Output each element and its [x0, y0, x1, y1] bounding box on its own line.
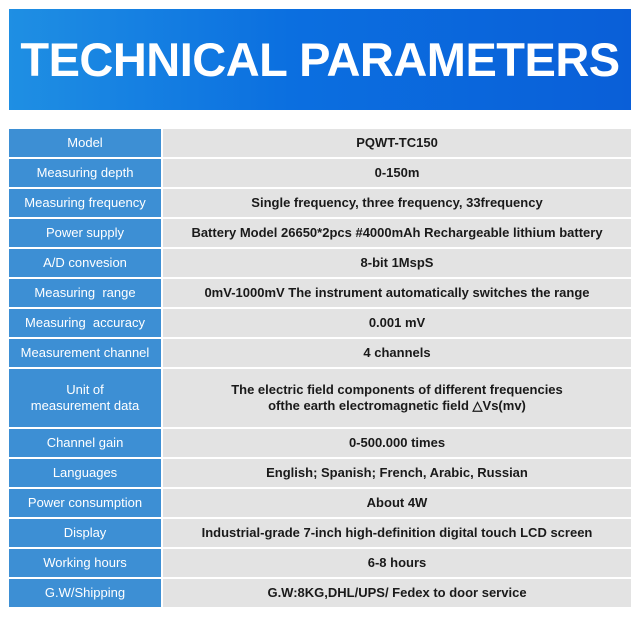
row-value: 0-150m — [163, 159, 631, 187]
table-row-channel-gain — [9, 429, 631, 459]
table-row-power-supply — [9, 219, 631, 249]
row-label: Power consumption — [9, 489, 163, 517]
table-row-measuring-depth — [9, 159, 631, 189]
row-label: Measuring frequency — [9, 189, 163, 217]
table-row-measuring-frequency — [9, 189, 631, 219]
row-value: 0mV-1000mV The instrument automatically switches the range — [163, 279, 631, 307]
row-label: A/D convesion — [9, 249, 163, 277]
table-row-unit-of-measurement — [9, 369, 631, 429]
parameters-table — [9, 129, 631, 609]
row-label: Measuring accuracy — [9, 309, 163, 337]
table-row-ad-conversion — [9, 249, 631, 279]
table-row-measuring-accuracy — [9, 309, 631, 339]
row-label: Channel gain — [9, 429, 163, 457]
table-row-measuring-range — [9, 279, 631, 309]
row-value-lines — [231, 382, 563, 414]
row-label: Measuring depth — [9, 159, 163, 187]
row-value: 6-8 hours — [163, 549, 631, 577]
row-label: Languages — [9, 459, 163, 487]
table-row-display — [9, 519, 631, 549]
row-value: PQWT-TC150 — [163, 129, 631, 157]
row-label: Display — [9, 519, 163, 547]
row-label: Model — [9, 129, 163, 157]
table-row-languages — [9, 459, 631, 489]
row-value: About 4W — [163, 489, 631, 517]
page-title: TECHNICAL PARAMETERS — [20, 33, 620, 86]
title-banner — [9, 9, 631, 110]
row-value: Single frequency, three frequency, 33frequency — [163, 189, 631, 217]
row-value: Industrial-grade 7-inch high-definition digital touch LCD screen — [163, 519, 631, 547]
table-row-gw-shipping — [9, 579, 631, 609]
row-label: Working hours — [9, 549, 163, 577]
row-value: 0-500.000 times — [163, 429, 631, 457]
row-label — [9, 369, 163, 427]
row-label-line: Unit of — [66, 382, 104, 397]
row-value: 0.001 mV — [163, 309, 631, 337]
row-value — [163, 369, 631, 427]
row-value: G.W:8KG,DHL/UPS/ Fedex to door service — [163, 579, 631, 607]
row-value: English; Spanish; French, Arabic, Russian — [163, 459, 631, 487]
table-row-model — [9, 129, 631, 159]
row-label: G.W/Shipping — [9, 579, 163, 607]
row-value: 8-bit 1MspS — [163, 249, 631, 277]
table-row-working-hours — [9, 549, 631, 579]
row-label: Measuring range — [9, 279, 163, 307]
table-row-power-consumption — [9, 489, 631, 519]
row-label: Power supply — [9, 219, 163, 247]
row-value-line: ofthe earth electromagnetic field △Vs(mv) — [268, 398, 526, 413]
row-value-line: The electric field components of different frequencies — [231, 382, 563, 397]
table-row-measurement-channel — [9, 339, 631, 369]
row-label-lines — [31, 382, 139, 414]
row-value: 4 channels — [163, 339, 631, 367]
row-value: Battery Model 26650*2pcs #4000mAh Rechargeable lithium battery — [163, 219, 631, 247]
row-label-line: measurement data — [30, 398, 140, 413]
row-label: Measurement channel — [9, 339, 163, 367]
